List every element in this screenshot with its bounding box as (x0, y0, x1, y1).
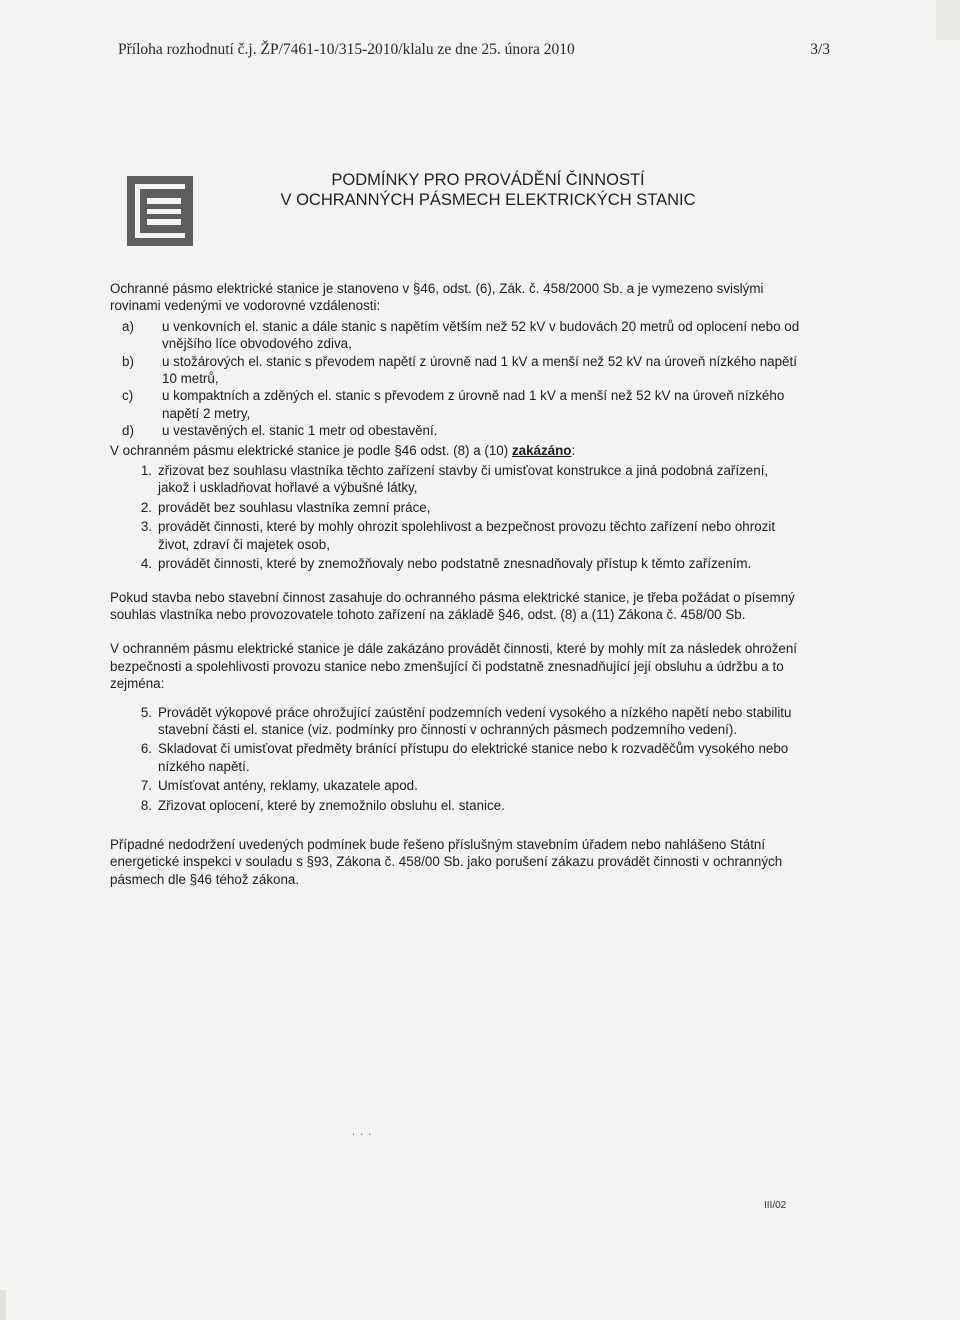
list-marker: 5. (140, 704, 152, 720)
list-text: provádět činnosti, které by znemožňovaly nebo podstatně znesnadňovaly přístup k těmto zařízením. (158, 556, 752, 572)
list-marker: d) (122, 423, 134, 439)
list-marker: b) (122, 353, 134, 369)
list-marker: a) (122, 318, 134, 334)
list-item (110, 422, 800, 439)
document-title (238, 170, 738, 210)
list-text: u stožárových el. stanic s převodem napětí z úrovně nad 1 kV a menší než 52 kV na úroveň nízkého napětí 10 metrů, (162, 353, 797, 387)
list-text: u venkovních el. stanic a dále stanic s napětím větším než 52 kV v budovách 20 metrů od oplocení nebo od vnějšího líce obvodového zdiva, (162, 318, 800, 352)
list-text: Provádět výkopové práce ohrožující zaústění podzemních vedení vysokého a nízkého napětí nebo stabilitu stavební části el. stanice (viz. podmínky pro činnosti v ochranných pásmech podzemního vedení). (158, 704, 792, 737)
list-item (110, 518, 800, 553)
list-item (110, 387, 800, 422)
list-item (110, 353, 800, 388)
list-text: u kompaktních a zděných el. stanic s převodem z úrovně nad 1 kV a menší než 52 kV na úroveň nízkého napětí 2 metry, (162, 388, 785, 421)
consent-paragraph: Pokud stavba nebo stavební činnost zasahuje do ochranného pásma elektrické stanice, je třeba požádat o písemný souhlas vlastníka nebo provozovatele tohoto zařízení na základě §46, odst. (8) a (11) Zákona č. 458/00 Sb. (110, 589, 795, 622)
forbidden-list (110, 462, 800, 572)
list-marker: 2. (140, 499, 152, 515)
further-list (110, 704, 800, 814)
scan-corner-mark (936, 0, 960, 40)
distance-list (110, 318, 800, 440)
list-text: provádět bez souhlasu vlastníka zemní práce, (158, 499, 431, 515)
list-marker: c) (122, 388, 134, 404)
closing-paragraph: Případné nedodržení uvedených podmínek bude řešeno příslušným stavebním úřadem nebo nahlášeno Státní energetické inspekci v souladu s §93, Zákona č. 458/00 Sb. jako porušení zákazu provádět činnosti v ochranných pásmech dle §46 téhož zákona. (110, 836, 783, 887)
list-text: Skladovat či umisťovat předměty bránící přístupu do elektrické stanice nebo k rozvaděčům vysokého nebo nízkého napětí. (158, 741, 789, 774)
title-line-2: V OCHRANNÝCH PÁSMECH ELEKTRICKÝCH STANIC (280, 191, 696, 209)
list-item (110, 704, 800, 739)
list-item (110, 777, 800, 794)
forbidden-emphasis: zakázáno (511, 442, 572, 458)
list-item (110, 318, 800, 353)
list-marker: 6. (140, 741, 152, 757)
list-text: Umísťovat antény, reklamy, ukazatele apod. (158, 778, 418, 794)
list-item (110, 499, 800, 516)
list-item (110, 462, 800, 497)
forbidden-intro: V ochranném pásmu elektrické stanice je podle §46 odst. (8) a (10) zakázáno: (110, 442, 576, 458)
intro-paragraph: Ochranné pásmo elektrické stanice je stanoveno v §46, odst. (6), Zák. č. 458/2000 Sb. a je vymezeno svislými rovinami vedenými ve vodorovné vzdálenosti: (110, 281, 764, 314)
list-text: zřizovat bez souhlasu vlastníka těchto zařízení stavby či umisťovat konstrukce a jiná podobná zařízení, jakož i uskladňovat hořlavé a výbušné látky, (158, 463, 769, 496)
header-reference: Příloha rozhodnutí č.j. ŽP/7461-10/315-2010/klalu ze dne 25. února 2010 (118, 41, 575, 58)
further-intro: V ochranném pásmu elektrické stanice je dále zakázáno provádět činnosti, které by mohly mít za následek ohrožení bezpečnosti a spolehlivosti provozu stanice nebo zmenšující či podstatně znesnadňující její obsluhu a údržbu a to zejména: (110, 641, 798, 692)
document-header (118, 41, 830, 59)
list-marker: 3. (140, 519, 152, 535)
list-text: Zřizovat oplocení, které by znemožnilo obsluhu el. stanice. (158, 797, 505, 813)
stray-marks: . . . (352, 1126, 373, 1138)
list-item (110, 555, 800, 572)
company-logo-icon (127, 176, 193, 246)
list-text: u vestavěných el. stanic 1 metr od obestavění. (162, 423, 438, 439)
list-item (110, 797, 800, 814)
list-marker: 8. (140, 797, 152, 813)
document-body (110, 280, 800, 891)
list-marker: 1. (140, 463, 152, 479)
page-number: 3/3 (810, 41, 830, 58)
form-code: III/02 (764, 1200, 787, 1211)
scan-edge-mark (0, 1290, 6, 1320)
list-text: provádět činnosti, které by mohly ohrozit spolehlivost a bezpečnost provozu těchto zařízení nebo ohrozit život, zdraví či majetek osob, (158, 519, 776, 552)
list-marker: 7. (140, 778, 152, 794)
list-marker: 4. (140, 556, 152, 572)
title-line-1: PODMÍNKY PRO PROVÁDĚNÍ ČINNOSTÍ (331, 171, 645, 189)
list-item (110, 740, 800, 775)
